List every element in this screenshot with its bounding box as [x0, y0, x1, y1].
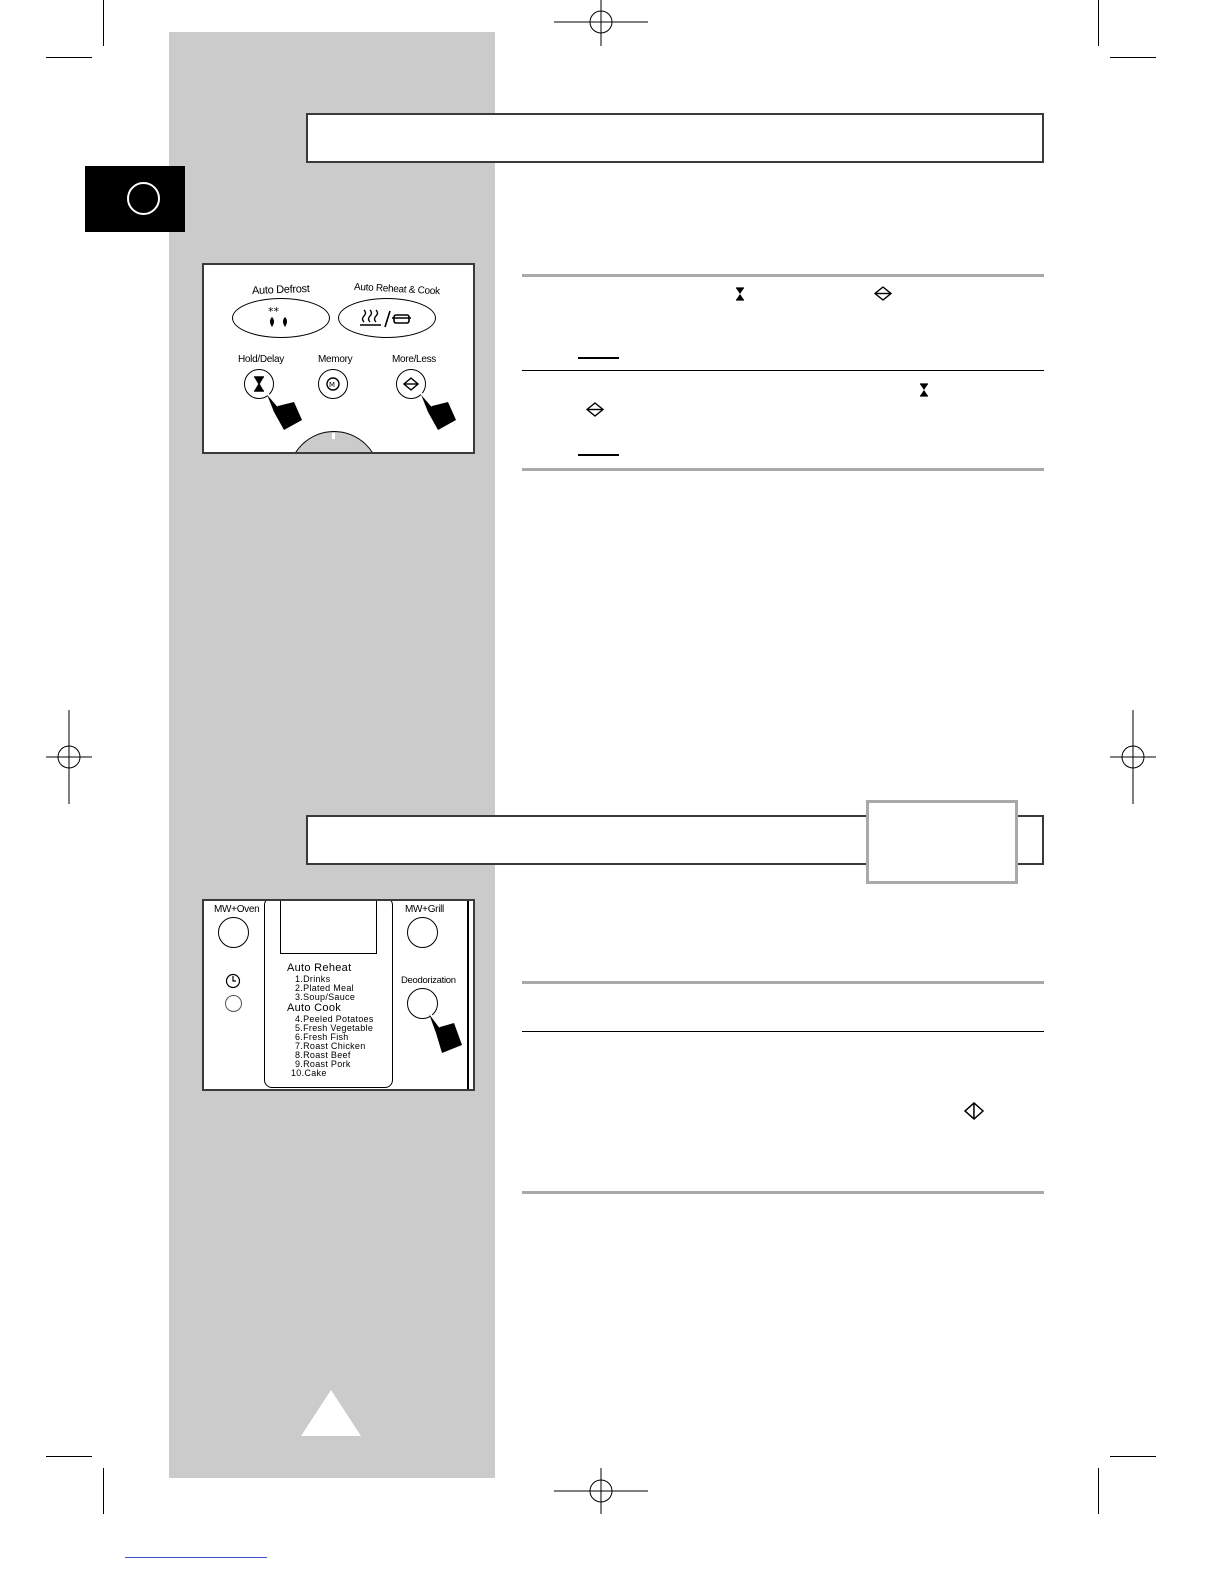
- step-divider: [522, 1191, 1044, 1194]
- step-divider: [522, 468, 1044, 471]
- menu-item: 3.Soup/Sauce: [295, 992, 356, 1002]
- more-less-icon: [874, 286, 892, 301]
- memory-label: Memory: [318, 354, 353, 365]
- reheat-cook-icon: [359, 307, 413, 329]
- menu-item: 2.Plated Meal: [295, 983, 354, 993]
- pointing-hand-icon: [426, 1009, 466, 1055]
- start-diamond-icon: [964, 1102, 984, 1120]
- crop-mark: [1098, 0, 1099, 46]
- menu-item: 6.Fresh Fish: [295, 1032, 349, 1042]
- triangle-icon: [299, 1388, 363, 1438]
- more-less-label: More/Less: [392, 354, 436, 365]
- svg-text:**: **: [268, 305, 279, 318]
- control-panel-illustration-2: [202, 899, 475, 1091]
- auto-reheat-cook-label: Auto Reheat & Cook: [353, 281, 441, 298]
- indicator-light: [225, 995, 242, 1012]
- crop-mark: [1110, 1456, 1156, 1457]
- step-divider: [522, 370, 1044, 371]
- menu-item: 7.Roast Chicken: [295, 1041, 366, 1051]
- more-less-icon: [403, 377, 419, 391]
- crop-mark: [1098, 1468, 1099, 1514]
- auto-defrost-label: Auto Defrost: [251, 282, 310, 298]
- menu-item: 5.Fresh Vegetable: [295, 1023, 374, 1033]
- defrost-icon: [267, 305, 295, 329]
- mw-grill-label: MW+Grill: [405, 904, 444, 915]
- registration-mark-top: [554, 0, 648, 46]
- control-panel-illustration-1: [202, 263, 475, 454]
- svg-text:M: M: [329, 381, 336, 389]
- step-divider: [522, 1031, 1044, 1032]
- menu-item: 4.Peeled Potatoes: [295, 1014, 374, 1024]
- mw-oven-button[interactable]: [218, 917, 249, 948]
- crop-mark: [103, 1468, 104, 1514]
- more-less-icon: [586, 402, 604, 417]
- crop-mark: [46, 57, 92, 58]
- clock-icon: [225, 973, 241, 989]
- menu-item: 10.Cake: [291, 1068, 327, 1078]
- step-divider: [522, 274, 1044, 277]
- mw-oven-label: MW+Oven: [214, 904, 260, 915]
- deodorization-label: Deodorization: [401, 975, 456, 986]
- section-header-inset-box: [866, 800, 1018, 884]
- auto-cook-heading: Auto Cook: [287, 1002, 342, 1014]
- registration-mark-right: [1110, 710, 1156, 804]
- note-underline: [578, 357, 619, 359]
- mw-grill-button[interactable]: [407, 917, 438, 948]
- section-header-box: [306, 113, 1044, 163]
- display-screen: [280, 899, 377, 954]
- step-divider: [522, 981, 1044, 984]
- pointing-hand-icon: [418, 390, 458, 432]
- hourglass-icon: [919, 383, 929, 397]
- footer-underline: [125, 1557, 267, 1558]
- registration-mark-left: [46, 710, 92, 804]
- menu-item: 9.Roast Pork: [295, 1059, 351, 1069]
- crop-mark: [46, 1456, 92, 1457]
- hourglass-icon: [735, 287, 745, 301]
- menu-item: 8.Roast Beef: [295, 1050, 351, 1060]
- auto-reheat-heading: Auto Reheat: [287, 962, 352, 974]
- pointing-hand-icon: [264, 390, 304, 432]
- crop-mark: [1110, 57, 1156, 58]
- note-underline: [578, 454, 619, 456]
- crop-mark: [103, 0, 104, 46]
- menu-item: 1.Drinks: [295, 974, 331, 984]
- panel-edge: [467, 899, 469, 1091]
- language-tab-circle: [127, 182, 160, 215]
- dial-marker: [332, 433, 335, 439]
- hold-delay-label: Hold/Delay: [238, 354, 284, 365]
- memory-icon: [325, 376, 341, 392]
- registration-mark-bottom: [554, 1468, 648, 1514]
- sidebar-column: [169, 32, 495, 1478]
